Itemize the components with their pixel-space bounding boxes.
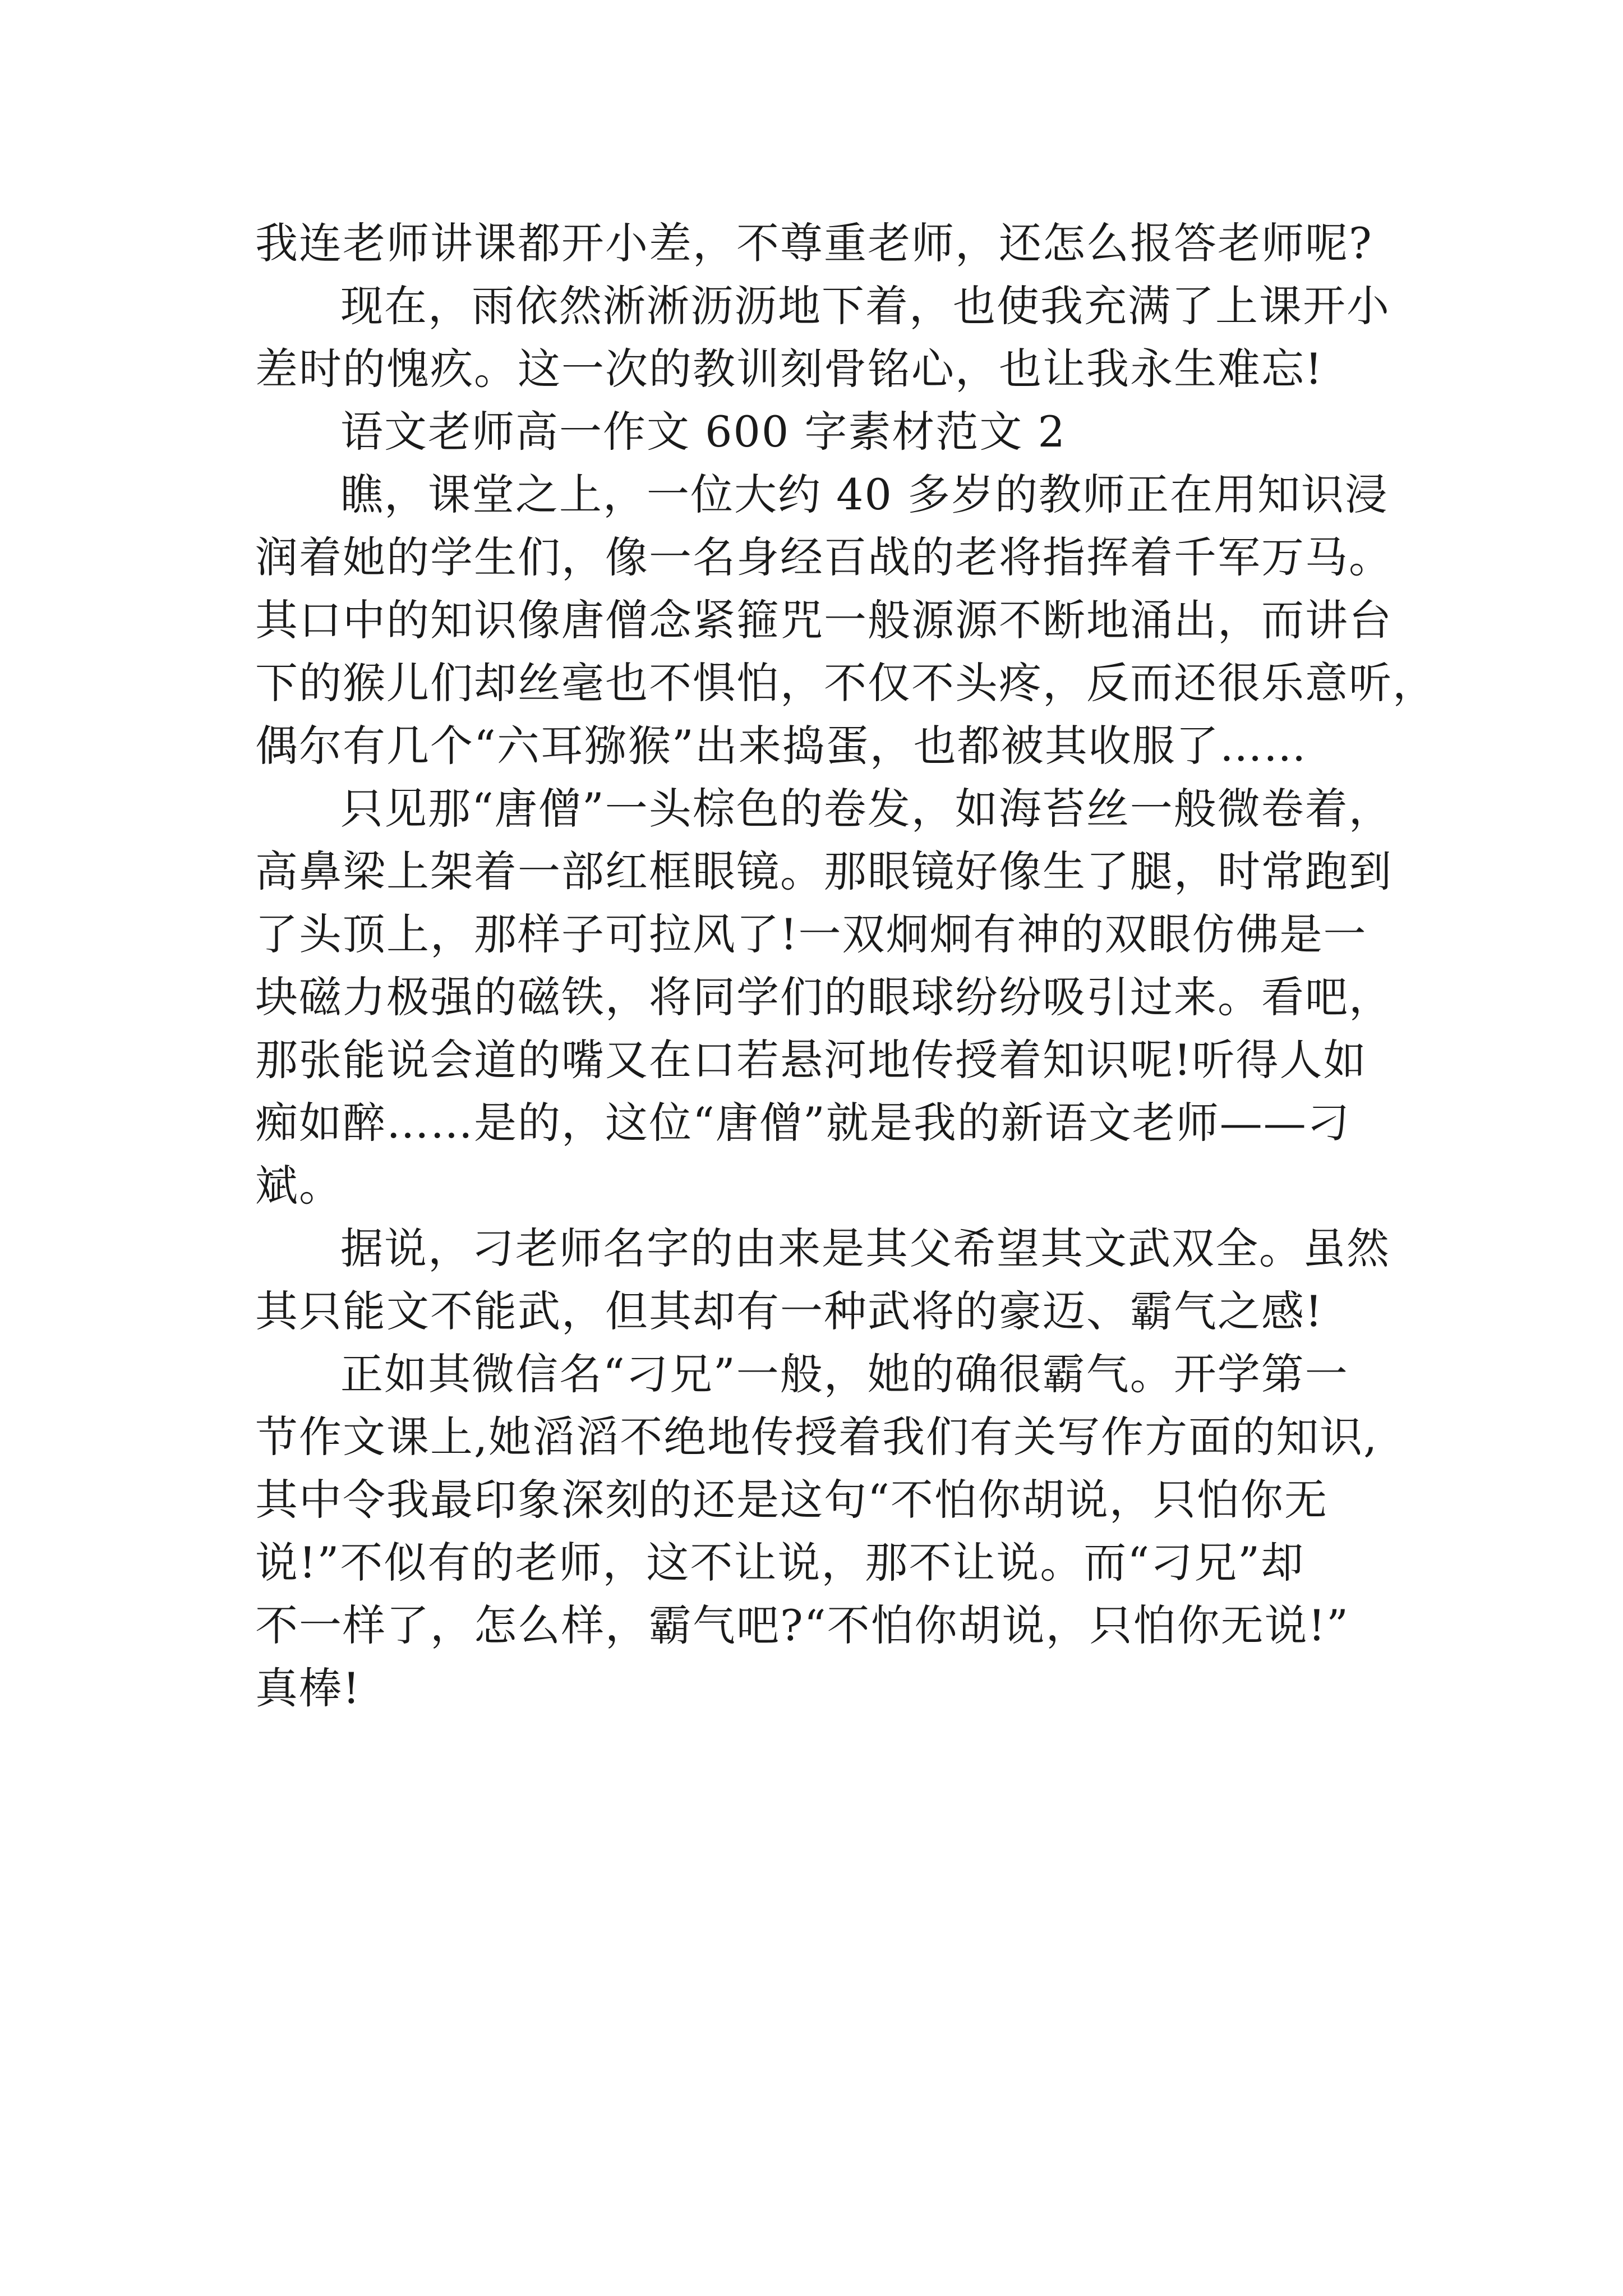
- section-heading: 语文老师高一作文 600 字素材范文 2: [340, 407, 1066, 457]
- text-line: 现在，雨依然淅淅沥沥地下着，也使我充满了上课开小: [340, 281, 1390, 331]
- text-line: 据说，刁老师名字的由来是其父希望其文武双全。虽然: [340, 1223, 1390, 1273]
- text-line: 高鼻梁上架着一部红框眼镜。那眼镜好像生了腿，时常跑到: [255, 846, 1393, 896]
- text-line: 差时的愧疚。这一次的教训刻骨铭心，也让我永生难忘!: [255, 344, 1324, 394]
- text-line: 块磁力极强的磁铁，将同学们的眼球纷纷吸引过来。看吧，: [255, 972, 1393, 1022]
- text-line: 瞧，课堂之上，一位大约 40 多岁的教师正在用知识浸: [340, 470, 1389, 519]
- text-line: 了头顶上，那样子可拉风了!一双炯炯有神的双眼仿佛是一: [255, 909, 1367, 959]
- text-line: 其只能文不能武，但其却有一种武将的豪迈、霸气之感!: [255, 1286, 1324, 1336]
- text-line: 正如其微信名“刁兄”一般，她的确很霸气。开学第一: [340, 1349, 1349, 1399]
- text-line: 润着她的学生们，像一名身经百战的老将指挥着千军万马。: [255, 532, 1393, 582]
- text-line: 不一样了，怎么样，霸气吧?“不怕你胡说，只怕你无说!”: [255, 1600, 1349, 1650]
- text-line: 那张能说会道的嘴又在口若悬河地传授着知识呢!听得人如: [255, 1035, 1367, 1085]
- document-body: [255, 212, 1436, 1720]
- text-line: 其口中的知识像唐僧念紧箍咒一般源源不断地涌出，而讲台: [255, 595, 1393, 645]
- text-line: 其中令我最印象深刻的还是这句“不怕你胡说，只怕你无: [255, 1475, 1328, 1525]
- text-line: 真棒!: [255, 1663, 361, 1713]
- text-line: 斌。: [255, 1161, 343, 1211]
- text-line: 说!”不似有的老师，这不让说，那不让说。而“刁兄”却: [255, 1538, 1305, 1588]
- text-line: 我连老师讲课都开小差，不尊重老师，还怎么报答老师呢?: [255, 218, 1373, 268]
- text-line: 节作文课上,她滔滔不绝地传授着我们有关写作方面的知识,: [255, 1412, 1378, 1462]
- text-line: 只见那“唐僧”一头棕色的卷发，如海苔丝一般微卷着，: [340, 784, 1393, 834]
- text-line: 偶尔有几个“六耳猕猴”出来捣蛋，也都被其收服了……: [255, 721, 1307, 771]
- text-line: 下的猴儿们却丝毫也不惧怕，不仅不头疼，反而还很乐意听，: [255, 658, 1436, 708]
- text-line: 痴如醉……是的，这位“唐僧”就是我的新语文老师——刁: [255, 1098, 1351, 1148]
